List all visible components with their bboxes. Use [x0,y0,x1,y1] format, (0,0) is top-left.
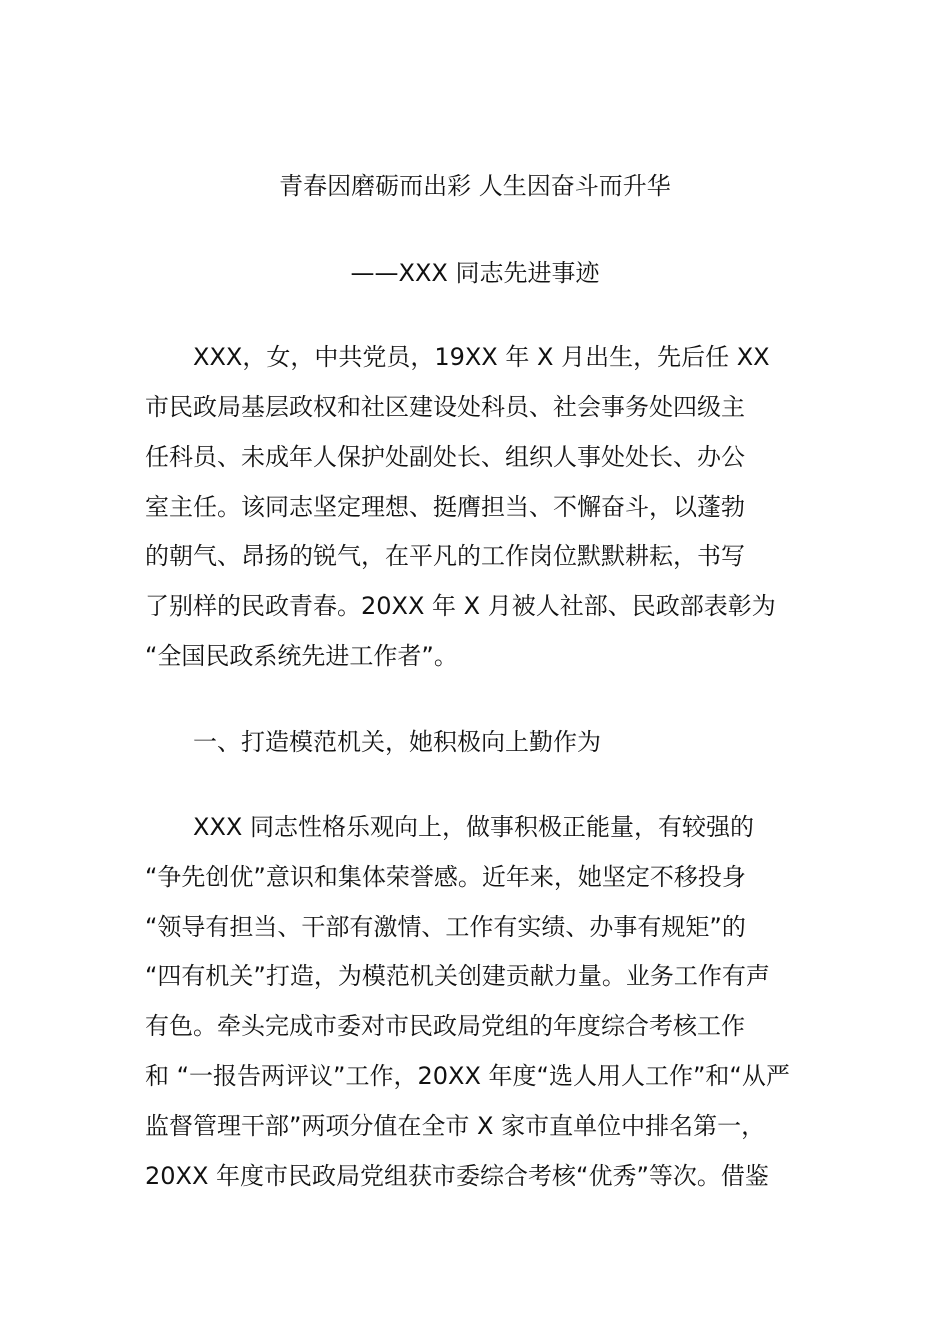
document-subtitle: ——XXX 同志先进事迹 [350,259,600,287]
paragraph-1-line-2: 市民政局基层政权和社区建设处科员、社会事务处四级主 [145,393,745,421]
paragraph-2-line-5: 有色。牵头完成市委对市民政局党组的年度综合考核工作 [145,1012,745,1040]
paragraph-2-line-1: XXX 同志性格乐观向上，做事积极正能量，有较强的 [193,813,754,841]
paragraph-2-line-3: “领导有担当、干部有激情、工作有实绩、办事有规矩”的 [145,913,746,941]
paragraph-1-line-1: XXX，女，中共党员，19XX 年 X 月出生，先后任 XX [193,343,770,371]
paragraph-1-line-3: 任科员、未成年人保护处副处长、组织人事处处长、办公 [145,443,745,471]
paragraph-2-line-7: 监督管理干部”两项分值在全市 X 家市直单位中排名第一， [145,1112,766,1140]
paragraph-2-line-2: “争先创优”意识和集体荣誉感。近年来，她坚定不移投身 [145,863,746,891]
paragraph-1-line-6: 了别样的民政青春。20XX 年 X 月被人社部、民政部表彰为 [145,592,776,620]
paragraph-2-line-8: 20XX 年度市民政局党组获市委综合考核“优秀”等次。借鉴 [145,1162,769,1190]
section-heading: 一、打造模范机关，她积极向上勤作为 [193,728,601,756]
paragraph-2-line-4: “四有机关”打造，为模范机关创建贡献力量。业务工作有声 [145,962,770,990]
paragraph-1-line-7: “全国民政系统先进工作者”。 [145,642,458,670]
paragraph-1-line-5: 的朝气、昂扬的锐气，在平凡的工作岗位默默耕耘，书写 [145,542,745,570]
document-title: 青春因磨砺而出彩 人生因奋斗而升华 [279,172,671,200]
paragraph-2-line-6: 和 “一报告两评议”工作，20XX 年度“选人用人工作”和“从严 [145,1062,790,1090]
paragraph-1-line-4: 室主任。该同志坚定理想、挺膺担当、不懈奋斗，以蓬勃 [145,493,745,521]
